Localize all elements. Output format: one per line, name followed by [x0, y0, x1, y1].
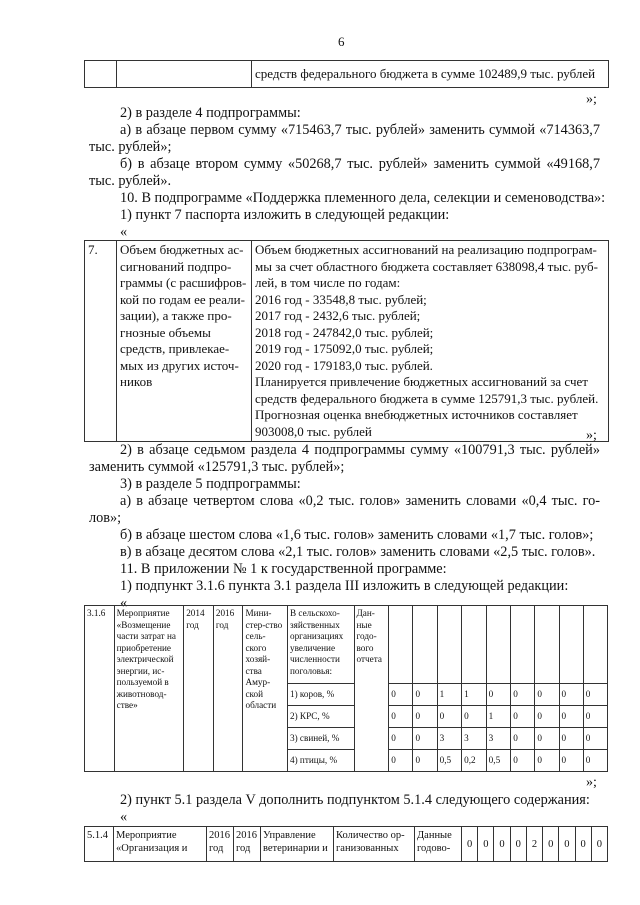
start-year: 2016 год — [207, 827, 234, 862]
text-line: 1) подпункт 3.1.6 пункта 3.1 раздела III изложить в следующей редакции: — [120, 578, 569, 594]
measure-name: Мероприятие «Организация и — [114, 827, 207, 862]
cell-line: средств федерального бюджета в сумме 125791,3 тыс. рублей. — [255, 390, 599, 406]
cell-line: мых из других источ- — [120, 357, 239, 373]
page-number: 6 — [338, 34, 345, 49]
cell-line: мы за счет областного бюджета составляет 638098,4 тыс. руб- — [255, 258, 598, 274]
appendix-item-3-1-6-table — [84, 605, 608, 772]
cell-line: Прогнозная оценка внебюджетных источников составляет — [255, 407, 578, 422]
value-cell: 3 — [437, 728, 462, 750]
item-content — [252, 241, 609, 442]
table-cell: средств федерального бюджета в сумме 102489,9 тыс. рублей — [252, 61, 609, 88]
cell-line: средств, привлекае- — [120, 341, 230, 356]
cell-line: 2019 год - 175092,0 тыс. рублей; — [255, 341, 434, 356]
text-line: тыс. рублей»; — [89, 139, 172, 155]
value-cell: 0 — [494, 827, 510, 862]
text-line: тыс. рублей». — [89, 173, 172, 189]
value-cell: 3 — [462, 728, 487, 750]
value-cell: 0 — [559, 827, 575, 862]
item-number: 7. — [85, 241, 117, 442]
text-line: 10. В подпрограмме «Поддержка племенного дела, селекции и семеноводства»: — [120, 190, 606, 206]
value-cell: 0 — [413, 728, 437, 750]
value-cell: 3 — [486, 728, 511, 750]
text-line: заменить суммой «125791,3 тыс. рублей»; — [89, 459, 345, 475]
value-cell: 0 — [511, 706, 535, 728]
value-cell: 0 — [559, 706, 583, 728]
indicator: В сельскохо-зяйственных организациях увеличение численности поголовья: — [287, 606, 354, 684]
cell-line: 2017 год - 2432,6 тыс. рублей; — [255, 308, 421, 323]
closing-quote: »; — [586, 428, 597, 443]
cell-line: Объем бюджетных ассигнований на реализацию подпрограм- — [255, 242, 597, 257]
passport-item-7-table — [84, 240, 609, 442]
value-cell: 0 — [462, 706, 487, 728]
data-source: Дан-ные годо-вого отчета — [354, 606, 389, 772]
text-line: а) в абзаце первом сумму «715463,7 тыс. рублей» заменить суммой «714363,7 — [120, 122, 600, 138]
cell-line: 903008,0 тыс. рублей — [255, 423, 372, 439]
text-line: б) в абзаце шестом слова «1,6 тыс. голов» заменить словами «1,7 тыс. голов»; — [120, 527, 594, 543]
executor: Мини-стер-ство сель-ского хозяй-ства Амур-ской области — [243, 606, 288, 772]
text-line: в) в абзаце десятом слова «2,1 тыс. голов» заменить словами «2,5 тыс. голов». — [120, 544, 596, 560]
closing-quote: »; — [586, 775, 597, 790]
cell-line: 2018 год - 247842,0 тыс. рублей; — [255, 324, 434, 340]
cell-line: граммы (с расшифров- — [120, 275, 247, 290]
indicator-label: 4) птицы, % — [287, 750, 354, 772]
text-line: 2) пункт 5.1 раздела V дополнить подпунктом 5.1.4 следующего содержания: — [120, 792, 590, 808]
value-cell: 0 — [389, 684, 413, 706]
item-number: 5.1.4 — [85, 827, 114, 862]
end-year: 2016 год — [213, 606, 243, 772]
value-cell: 0 — [583, 706, 607, 728]
value-cell: 0 — [437, 706, 462, 728]
value-cell: 0,5 — [486, 750, 511, 772]
value-cell: 0 — [511, 684, 535, 706]
value-cell: 0 — [413, 750, 437, 772]
value-cell: 0 — [511, 728, 535, 750]
value-cell: 0 — [575, 827, 591, 862]
text-line: 11. В приложении № 1 к государственной программе: — [120, 561, 447, 577]
cell-line: ников — [120, 374, 153, 389]
value-cell: 0 — [543, 827, 559, 862]
text-line: 2) в разделе 4 подпрограммы: — [120, 105, 301, 121]
value-cell: 0 — [559, 728, 583, 750]
value-cell: 0 — [478, 827, 494, 862]
closing-quote: »; — [586, 92, 597, 107]
indicator-label: 1) коров, % — [287, 684, 354, 706]
text-line: лов»; — [89, 510, 122, 526]
measure-name: Мероприятие «Возмещение части затрат на приобретение электрической энергии, ис-пользуемой в животновод-стве» — [114, 606, 184, 772]
value-cell: 0 — [462, 827, 478, 862]
text-line: « — [120, 809, 128, 825]
value-cell: 2 — [526, 827, 542, 862]
executor: Управление ветеринарии и — [261, 827, 334, 862]
appendix-item-5-1-4-table — [84, 826, 608, 862]
value-cell: 1 — [437, 684, 462, 706]
value-cell: 0 — [535, 750, 559, 772]
indicator: Количество ор-ганизованных — [334, 827, 415, 862]
budget-table-continuation — [84, 60, 609, 88]
value-cell: 0 — [591, 827, 607, 862]
text-line: б) в абзаце втором сумму «50268,7 тыс. рублей» заменить суммой «49168,7 — [120, 156, 600, 172]
cell-line: кой по годам ее реали- — [120, 291, 245, 307]
value-cell: 0 — [413, 684, 437, 706]
value-cell: 0 — [413, 706, 437, 728]
cell-line: 2016 год - 33548,8 тыс. рублей; — [255, 291, 427, 307]
value-cell: 0 — [486, 684, 511, 706]
value-cell: 0,2 — [462, 750, 487, 772]
value-cell: 0 — [535, 706, 559, 728]
cell-line: 2020 год - 179183,0 тыс. рублей. — [255, 357, 433, 373]
start-year: 2014 год — [184, 606, 214, 772]
text-line: 3) в разделе 5 подпрограммы: — [120, 476, 301, 492]
indicator-label: 3) свиней, % — [287, 728, 354, 750]
value-cell: 0 — [535, 728, 559, 750]
value-cell: 0 — [389, 706, 413, 728]
data-source: Данные годово- — [415, 827, 462, 862]
value-cell: 0 — [389, 750, 413, 772]
cell-line: Планируется привлечение бюджетных ассигнований за счет — [255, 374, 588, 389]
value-cell: 0 — [559, 684, 583, 706]
text-line: 1) пункт 7 паспорта изложить в следующей редакции: — [120, 207, 450, 223]
cell-line: лей, в том числе по годам: — [255, 275, 401, 290]
value-cell: 0 — [559, 750, 583, 772]
end-year: 2016 год — [234, 827, 261, 862]
text-line: « — [120, 224, 128, 240]
value-cell: 0 — [511, 750, 535, 772]
value-cell: 0 — [389, 728, 413, 750]
text-line: 2) в абзаце седьмом раздела 4 подпрограммы сумму «100791,3 тыс. рублей» — [120, 442, 600, 458]
value-cell: 0 — [583, 750, 607, 772]
cell-line: Объем бюджетных ас- — [120, 242, 244, 257]
cell-line: зации), а также про- — [120, 308, 232, 323]
item-number: 3.1.6 — [85, 606, 115, 772]
indicator-label: 2) КРС, % — [287, 706, 354, 728]
text-line: а) в абзаце четвертом слова «0,2 тыс. голов» заменить словами «0,4 тыс. го- — [120, 493, 600, 509]
value-cell: 0,5 — [437, 750, 462, 772]
value-cell: 0 — [583, 684, 607, 706]
value-cell: 1 — [486, 706, 511, 728]
value-cell: 0 — [510, 827, 526, 862]
value-cell: 0 — [583, 728, 607, 750]
cell-line: гнозные объемы — [120, 324, 211, 340]
value-cell: 1 — [462, 684, 487, 706]
item-label — [117, 241, 252, 442]
value-cell: 0 — [535, 684, 559, 706]
cell-line: сигнований подпро- — [120, 258, 232, 274]
text-line: « — [120, 595, 128, 611]
